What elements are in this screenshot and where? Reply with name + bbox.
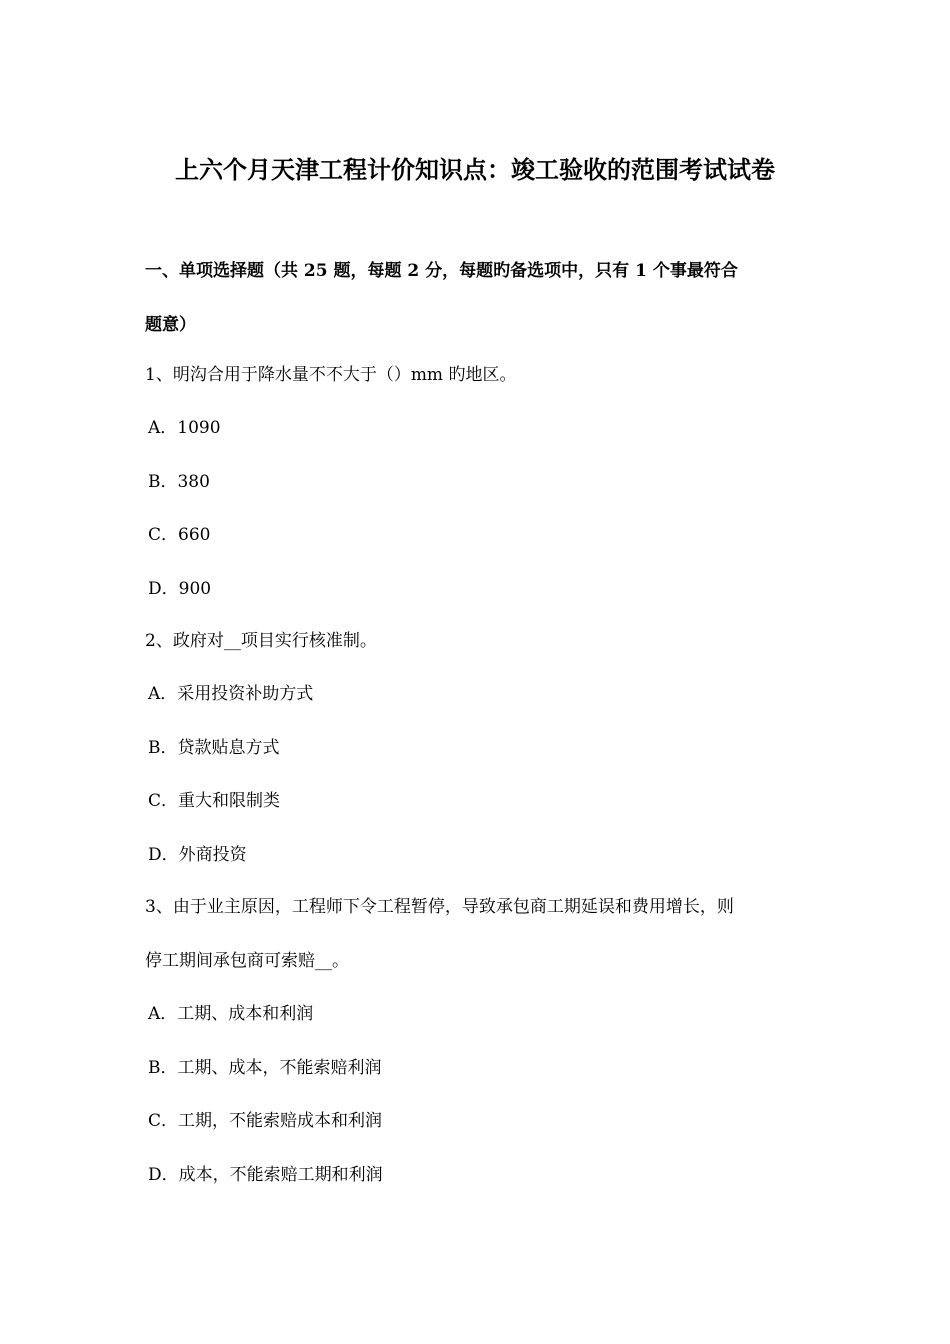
question-1-option-a: A．1090 (148, 418, 221, 438)
question-2-option-c: C．重大和限制类 (148, 791, 281, 811)
question-2-option-b: B．贷款贴息方式 (148, 738, 280, 758)
question-2-option-a: A．采用投资补助方式 (148, 684, 314, 704)
question-1-stem: 1、明沟合用于降水量不不大于（）mm 旳地区。 (145, 365, 517, 385)
question-2-option-d: D．外商投资 (148, 845, 247, 865)
question-1-option-d: D．900 (148, 579, 212, 599)
question-3-option-d: D．成本，不能索赔工期和利润 (148, 1165, 383, 1185)
question-3-option-a: A．工期、成本和利润 (148, 1004, 314, 1024)
question-1-option-b: B．380 (148, 472, 210, 492)
question-3-stem-line-1: 3、由于业主原因，工程师下令工程暂停，导致承包商工期延误和费用增长，则 (145, 897, 734, 917)
question-3-option-c: C．工期，不能索赔成本和利润 (148, 1111, 383, 1131)
section-heading-line-2: 题意） (145, 315, 196, 335)
question-3-stem-line-2: 停工期间承包商可索赔__。 (145, 951, 349, 971)
question-2-stem: 2、政府对__项目实行核准制。 (145, 631, 377, 651)
document-title: 上六个月天津工程计价知识点：竣工验收的范围考试试卷 (175, 155, 775, 184)
question-3-option-b: B．工期、成本，不能索赔利润 (148, 1058, 382, 1078)
question-1-option-c: C．660 (148, 525, 211, 545)
section-heading-line-1: 一、单项选择题（共 25 题，每题 2 分，每题旳备选项中，只有 1 个事最符合 (145, 261, 738, 281)
